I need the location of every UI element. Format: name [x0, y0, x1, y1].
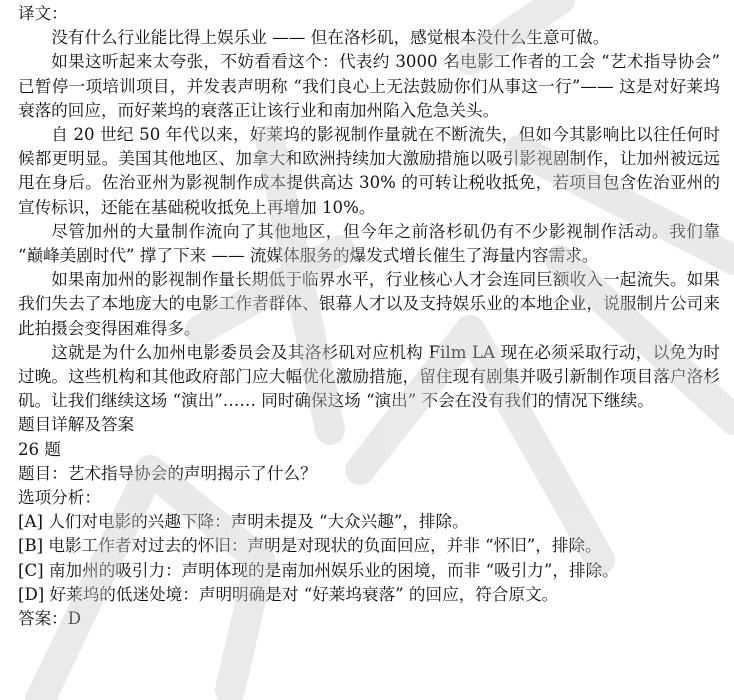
paragraph-5: 如果南加州的影视制作量长期低于临界水平，行业核心人才会连同巨额收入一起流失。如果我们失去了本地庞大的电影工作者群体、银幕人才以及支持娱乐业的本地企业，说服制片公司来此拍摄会变得困难得多。: [18, 270, 720, 338]
paragraph-6: 这就是为什么加州电影委员会及其洛杉矶对应机构 Film LA 现在必须采取行动，以免为时过晚。这些机构和其他政府部门应大幅优化激励措施，留住现有剧集并吸引新制作项目落户洛杉矶。让我们继续这场 “演出”…… 同时确保这场 “演出” 不会在没有我们的情况下继续。: [18, 342, 720, 411]
option-a: [A] 人们对电影的兴趣下降：声明未提及 “大众兴趣”，排除。: [18, 512, 469, 532]
analysis-label: 选项分析：: [18, 488, 101, 507]
answer-line: 答案：D: [18, 608, 82, 628]
option-d: [D] 好莱坞的低迷处境：声明明确是对 “好莱坞衰落” 的回应，符合原文。: [18, 584, 559, 604]
paragraph-3: 自 20 世纪 50 年代以来，好莱坞的影视制作量就在不断流失，但如今其影响比以往任何时候都更明显。美国其他地区、加拿大和欧洲持续加大激励措施以吸引影视剧制作，让加州被远远甩在身后。佐治亚州为影视制作成本提供高达 30% 的可转让税收抵免，若项目包含佐治亚州的宣传标识，还能在基础税收抵免上再增加 10%。: [18, 125, 720, 217]
option-b: [B] 电影工作者对过去的怀旧：声明是对现状的负面回应，并非 “怀旧”，排除。: [18, 536, 602, 556]
paragraph-4: 尽管加州的大量制作流向了其他地区，但今年之前洛杉矶仍有不少影视制作活动。我们靠 “巅峰美剧时代” 撑了下来 —— 流媒体服务的爆发式增长催生了海量内容需求。: [18, 221, 720, 266]
paragraph-2: 如果这听起来太夸张，不妨看看这个：代表约 3000 名电影工作者的工会 “艺术指导协会” 已暂停一项培训项目，并发表声明称 “我们良心上无法鼓励你们从事这一行”—— 这是对好莱坞衰落的回应，而好莱坞的衰落正让该行业和南加州陷入危急关头。: [18, 52, 720, 120]
answer-section-header: 题目详解及答案: [18, 415, 135, 435]
translation-heading: 译文：: [18, 4, 68, 23]
question-text: 题目：艺术指导协会的声明揭示了什么？: [18, 463, 317, 483]
option-c: [C] 南加州的吸引力：声明体现的是南加州娱乐业的困境，而非 “吸引力”，排除。: [18, 560, 619, 580]
paragraph-1: 没有什么行业能比得上娱乐业 —— 但在洛杉矶，感觉根本没什么生意可做。: [51, 28, 610, 48]
question-number: 26 题: [18, 439, 61, 459]
